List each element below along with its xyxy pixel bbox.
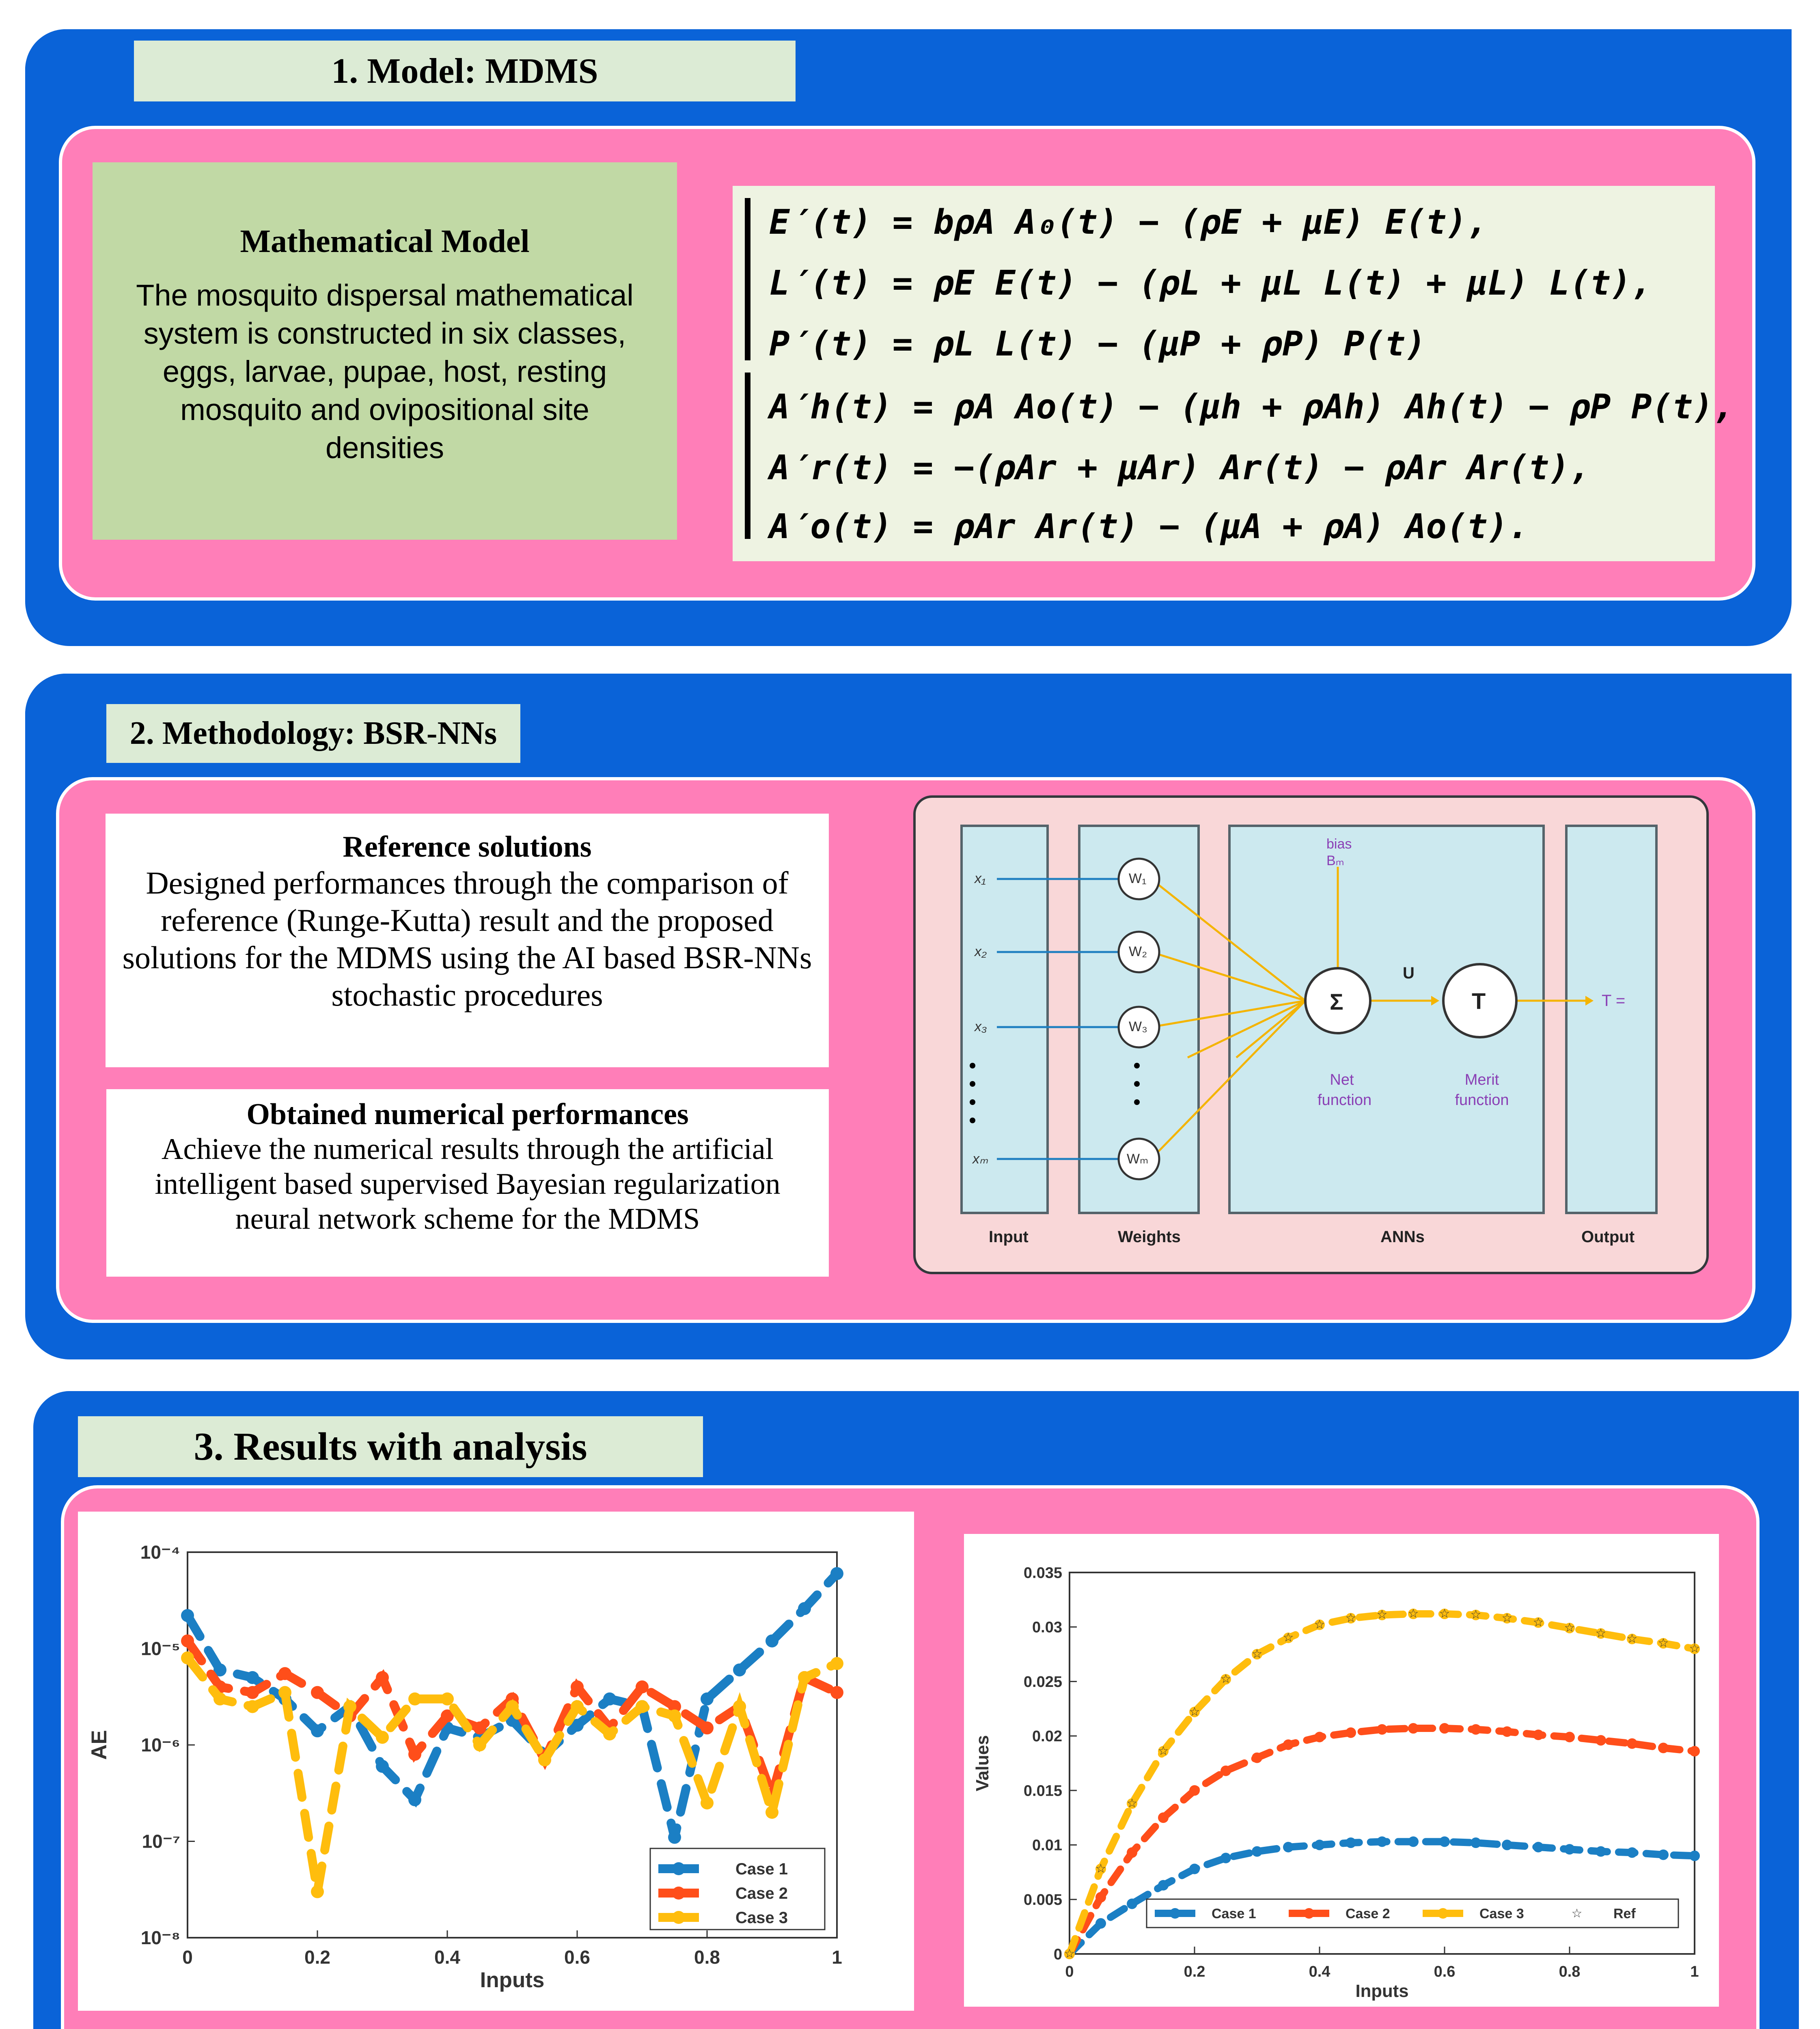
section-3-title: 3. Results with analysis	[78, 1416, 703, 1477]
x-tick-label: 0.4	[1309, 1963, 1330, 1980]
ref-point: ☆	[1376, 1608, 1388, 1622]
ref-point: ☆	[1533, 1615, 1544, 1629]
weight-wm: Wₘ	[1127, 1151, 1149, 1167]
t-symbol: T	[1472, 988, 1486, 1014]
data-point	[1314, 1839, 1325, 1850]
merit-function-label: Merit function	[1455, 1071, 1509, 1109]
data-point	[1283, 1842, 1294, 1852]
ref-point: ☆	[1314, 1618, 1325, 1631]
y-axis-label: AE	[87, 1730, 111, 1760]
net-function-label: Net function	[1318, 1071, 1372, 1109]
data-point	[1533, 1730, 1544, 1740]
input-x1: x₁	[975, 871, 986, 886]
data-point	[1408, 1723, 1419, 1734]
bias-label: bias	[1326, 836, 1352, 852]
data-point	[408, 1793, 421, 1806]
y-tick-label: 10⁻⁶	[141, 1734, 180, 1756]
data-point	[1346, 1727, 1356, 1738]
data-point	[571, 1680, 584, 1693]
x-tick-label: 0.6	[1434, 1963, 1456, 1980]
data-point	[181, 1635, 194, 1648]
reference-solutions-box	[106, 814, 829, 1067]
y-axis-label: Values	[973, 1735, 992, 1792]
legend-label: Case 1	[1212, 1906, 1256, 1921]
y-tick-label: 0.005	[1023, 1891, 1062, 1909]
data-point	[701, 1721, 714, 1734]
data-point	[1221, 1853, 1231, 1863]
data-point	[701, 1796, 714, 1809]
y-tick-label: 0.025	[1023, 1673, 1062, 1691]
data-point	[1689, 1746, 1700, 1756]
data-point	[213, 1693, 226, 1706]
data-point	[1533, 1842, 1544, 1852]
ref-point: ☆	[1251, 1647, 1263, 1661]
x-tick-label: 0	[182, 1947, 193, 1968]
data-point	[1408, 1836, 1419, 1847]
equations-box	[733, 186, 1734, 561]
data-point	[376, 1760, 389, 1773]
y-tick-label: 10⁻⁷	[142, 1831, 180, 1852]
data-point	[538, 1753, 551, 1766]
model-heading: Mathematical Model	[240, 224, 530, 259]
bias-symbol: Bₘ	[1326, 853, 1344, 868]
ref-point: ☆	[1095, 1862, 1106, 1876]
x-tick-label: 0.8	[1559, 1963, 1581, 1980]
data-point	[311, 1686, 324, 1699]
y-tick-label: 0.02	[1032, 1728, 1062, 1745]
data-point	[1564, 1844, 1575, 1855]
obtained-text: Achieve the numerical results through the artificial intelligent based supervised Bayesian regularization neural network scheme for the MDMS	[155, 1133, 781, 1236]
data-point	[1346, 1837, 1356, 1848]
output-label: T =	[1602, 992, 1626, 1010]
data-point	[1596, 1735, 1606, 1746]
equation-6: A′o(t) = ρAr Ar(t) − (μA + ρA) Ao(t).	[769, 506, 1529, 546]
data-point	[1127, 1847, 1137, 1858]
series-line-1	[1070, 1842, 1695, 1954]
data-point	[1627, 1847, 1637, 1858]
legend-marker	[1304, 1908, 1314, 1919]
column-label-anns: ANNs	[1380, 1228, 1425, 1246]
data-point	[408, 1748, 421, 1761]
data-point	[1471, 1837, 1481, 1848]
data-point	[278, 1667, 291, 1680]
data-point	[830, 1567, 843, 1580]
data-point	[181, 1652, 194, 1665]
data-point	[1564, 1732, 1575, 1743]
x-tick-label: 0.6	[564, 1947, 590, 1968]
reference-heading: Reference solutions	[343, 830, 592, 864]
ref-point: ☆	[1345, 1611, 1356, 1625]
data-point	[1377, 1836, 1387, 1847]
ref-point: ☆	[1064, 1947, 1075, 1960]
data-point	[1127, 1898, 1137, 1909]
section-1-title: 1. Model: MDMS	[134, 41, 796, 101]
data-point	[701, 1693, 714, 1706]
section-2-title: 2. Methodology: BSR-NNs	[106, 704, 520, 763]
y-tick-label: 10⁻⁵	[140, 1638, 180, 1659]
x-axis-label: Inputs	[1355, 1981, 1409, 2001]
ref-point: ☆	[1658, 1636, 1669, 1650]
weight-to-sum-lines	[1151, 867, 1589, 1159]
ref-point: ☆	[1689, 1642, 1700, 1655]
data-point	[668, 1831, 681, 1844]
ref-point: ☆	[1220, 1672, 1231, 1686]
legend-label: Case 3	[735, 1909, 788, 1927]
u-label: U	[1403, 964, 1415, 982]
y-tick-label: 0.03	[1032, 1619, 1062, 1636]
data-point	[441, 1693, 454, 1706]
data-point	[1189, 1864, 1200, 1874]
column-label-output: Output	[1581, 1228, 1635, 1246]
data-point	[376, 1731, 389, 1744]
data-point	[1627, 1738, 1637, 1749]
data-point	[1689, 1850, 1700, 1861]
ellipsis-dots	[970, 1063, 1140, 1123]
data-point	[473, 1738, 486, 1751]
data-point	[636, 1700, 649, 1713]
equation-4: A′h(t) = ρA Ao(t) − (μh + ρAh) Ah(t) − ρP P(t),	[769, 387, 1734, 426]
x-tick-label: 0.2	[1184, 1963, 1205, 1980]
legend-marker	[672, 1862, 685, 1875]
column-label-input: Input	[989, 1228, 1029, 1246]
sum-symbol: Σ	[1330, 989, 1343, 1014]
x-tick-label: 0.8	[694, 1947, 720, 1968]
legend-marker	[672, 1911, 685, 1924]
data-point	[733, 1663, 746, 1676]
equation-1: E′(t) = bρA A₀(t) − (ρE + μE) E(t),	[769, 202, 1488, 242]
x-tick-label: 0.2	[304, 1947, 330, 1968]
legend-label: Case 2	[735, 1885, 788, 1902]
x-tick-label: 0.4	[434, 1947, 460, 1968]
data-point	[636, 1680, 649, 1693]
data-point	[1596, 1846, 1606, 1857]
data-point	[1377, 1724, 1387, 1735]
values-chart	[964, 1534, 1719, 2007]
data-point	[1095, 1892, 1106, 1902]
data-point	[1502, 1726, 1512, 1737]
ref-point: ☆	[1501, 1611, 1513, 1625]
data-point	[408, 1693, 421, 1706]
data-point	[1658, 1850, 1669, 1860]
weight-w3: W₃	[1129, 1019, 1147, 1034]
x-axis-label: Inputs	[480, 1968, 545, 1992]
weight-w2: W₂	[1129, 944, 1147, 959]
data-point	[246, 1700, 259, 1713]
data-point	[506, 1700, 519, 1713]
reference-text: Designed performances through the comparison of reference (Runge-Kutta) result and the proposed solutions for the MDMS using the AI based BSR-NNs stochastic procedures	[122, 865, 812, 1012]
x-tick-label: 1	[832, 1947, 842, 1968]
data-point	[1095, 1918, 1106, 1929]
data-point	[1314, 1732, 1325, 1743]
x-tick-label: 0	[1065, 1963, 1074, 1980]
legend-marker	[1170, 1908, 1180, 1919]
neural-network-diagram	[913, 795, 1709, 1274]
data-point	[1158, 1880, 1169, 1891]
network-connections	[916, 798, 1706, 1272]
y-tick-label: 0	[1053, 1946, 1062, 1963]
y-tick-label: 0.035	[1023, 1564, 1062, 1582]
data-point	[343, 1700, 356, 1713]
data-point	[668, 1710, 681, 1723]
y-tick-label: 10⁻⁴	[140, 1542, 180, 1563]
data-point	[603, 1727, 616, 1740]
data-point	[798, 1671, 811, 1684]
ref-point: ☆	[1564, 1621, 1575, 1635]
weight-w1: W₁	[1129, 871, 1147, 886]
data-point	[766, 1635, 778, 1648]
equation-2: L′(t) = ρE E(t) − (ρL + μL L(t) + μL) L(t),	[769, 263, 1652, 303]
data-point	[1189, 1785, 1200, 1796]
legend-ref-marker: ☆	[1571, 1907, 1583, 1920]
data-point	[1471, 1724, 1481, 1735]
x-tick-label: 1	[1690, 1963, 1699, 1980]
obtained-performances-box	[106, 1089, 829, 1277]
data-point	[1439, 1836, 1450, 1847]
data-point	[603, 1693, 616, 1706]
legend-label: Case 3	[1479, 1906, 1524, 1921]
data-point	[311, 1885, 324, 1898]
legend-label: Case 1	[735, 1860, 788, 1878]
legend-label: Ref	[1613, 1906, 1636, 1921]
legend-marker	[672, 1887, 685, 1900]
y-tick-label: 0.015	[1023, 1782, 1062, 1800]
ref-point: ☆	[1595, 1626, 1607, 1640]
data-point	[830, 1657, 843, 1670]
data-point	[766, 1806, 778, 1819]
ref-point: ☆	[1283, 1631, 1294, 1645]
data-point	[1439, 1723, 1450, 1734]
y-tick-label: 10⁻⁸	[140, 1927, 180, 1949]
data-point	[1252, 1753, 1262, 1763]
data-point	[733, 1700, 746, 1713]
data-point	[376, 1671, 389, 1684]
data-point	[311, 1724, 324, 1737]
equation-3: P′(t) = ρL L(t) − (μP + ρP) P(t)	[769, 324, 1426, 364]
data-point	[246, 1671, 259, 1684]
data-point	[246, 1686, 259, 1699]
data-point	[181, 1609, 194, 1622]
data-point	[1252, 1846, 1262, 1857]
data-point	[1158, 1812, 1169, 1823]
data-point	[1283, 1739, 1294, 1750]
equation-brace-top	[745, 198, 750, 360]
data-point	[830, 1686, 843, 1699]
data-point	[1502, 1839, 1512, 1850]
input-to-weight-lines	[997, 879, 1119, 1159]
data-point	[571, 1700, 584, 1713]
ref-point: ☆	[1189, 1705, 1200, 1719]
ref-point: ☆	[1626, 1632, 1638, 1646]
values-chart-panel	[964, 1534, 1719, 2007]
y-tick-label: 0.01	[1032, 1837, 1062, 1854]
equation-5: A′r(t) = −(ρAr + μAr) Ar(t) − ρAr Ar(t),	[769, 448, 1590, 487]
obtained-heading: Obtained numerical performances	[246, 1098, 689, 1131]
column-label-weights: Weights	[1118, 1228, 1181, 1246]
data-point	[278, 1686, 291, 1699]
data-point	[1658, 1743, 1669, 1753]
equation-brace-bottom	[745, 373, 750, 539]
data-point	[1221, 1766, 1231, 1776]
ref-point: ☆	[1126, 1796, 1138, 1810]
model-description: The mosquito dispersal mathematical system is constructed in six classes, eggs, larvae, pupae, host, resting mosquito and ovipositional site densities	[136, 278, 634, 465]
ref-point: ☆	[1408, 1607, 1419, 1621]
ref-point: ☆	[1439, 1607, 1450, 1621]
data-point	[473, 1721, 486, 1734]
model-description-box	[93, 162, 677, 540]
input-x2: x₂	[975, 944, 987, 959]
legend-label: Case 2	[1346, 1906, 1390, 1921]
legend-marker	[1438, 1908, 1448, 1919]
input-xm: xₘ	[973, 1151, 988, 1167]
ref-point: ☆	[1470, 1608, 1481, 1622]
data-point	[798, 1602, 811, 1615]
input-x3: x₃	[975, 1019, 987, 1034]
ae-chart-panel	[78, 1512, 914, 2011]
ae-chart	[78, 1512, 914, 2011]
ref-point: ☆	[1158, 1744, 1169, 1758]
